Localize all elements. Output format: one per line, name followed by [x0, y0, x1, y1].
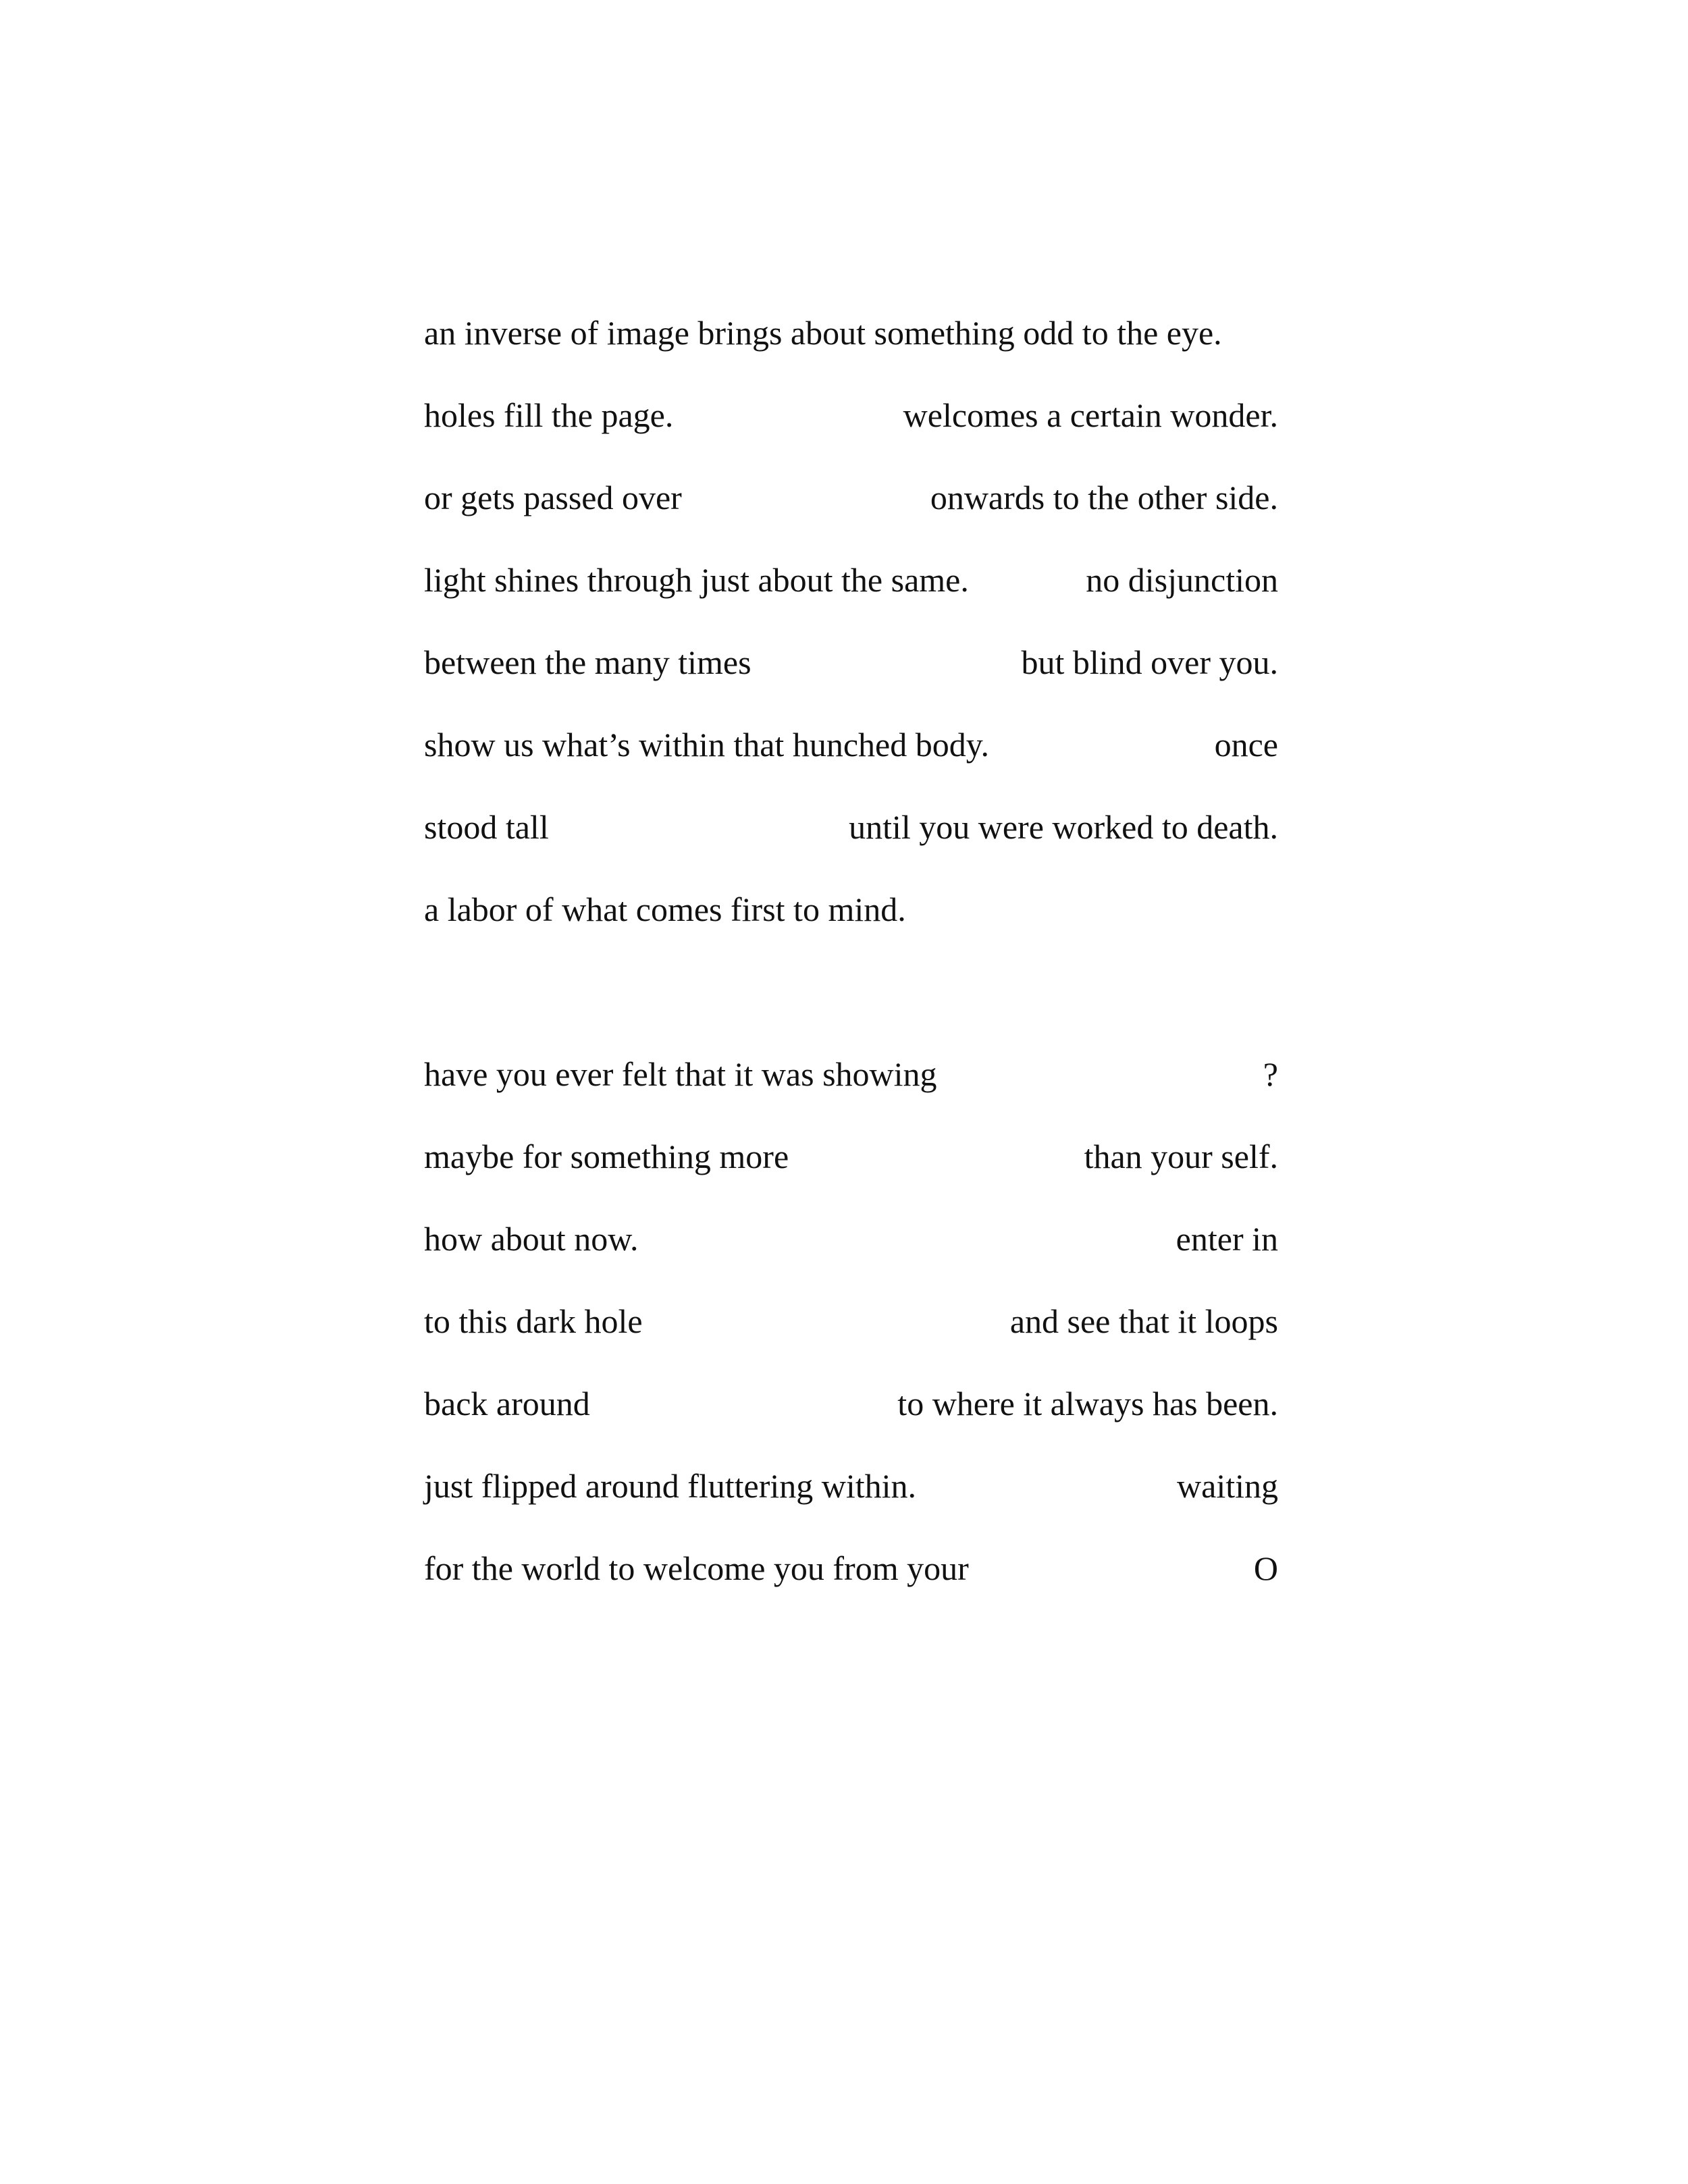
line-left-text: an inverse of image brings about something odd to the eye.: [424, 314, 1222, 352]
line-right-text: to where it always has been.: [897, 1385, 1278, 1422]
poem-line: [424, 1373, 1278, 1456]
line-left-text: show us what’s within that hunched body.: [424, 726, 989, 764]
poem-line: [424, 1291, 1278, 1373]
line-left-text: between the many times: [424, 643, 751, 681]
line-right-text: until you were worked to death.: [849, 808, 1278, 846]
line-left-text: a labor of what comes first to mind.: [424, 890, 906, 928]
stanza-2: [424, 1044, 1278, 1620]
line-left-text: just flipped around fluttering within.: [424, 1467, 917, 1505]
line-right-text: no disjunction: [1086, 561, 1278, 599]
line-right-text: and see that it loops: [1009, 1302, 1278, 1340]
poem-line: [424, 467, 1278, 550]
poem-line: [424, 1044, 1278, 1126]
stanza-1: [424, 302, 1278, 961]
line-left-text: back around: [424, 1385, 590, 1422]
line-right-text: welcomes a certain wonder.: [903, 396, 1278, 434]
poem-line: [424, 385, 1278, 467]
line-left-text: holes fill the page.: [424, 396, 674, 434]
line-right-text: onwards to the other side.: [930, 479, 1278, 516]
poem-line: [424, 1208, 1278, 1291]
line-right-text: enter in: [1176, 1220, 1278, 1258]
poem-line: [424, 797, 1278, 879]
line-left-text: stood tall: [424, 808, 549, 846]
line-right-text: O: [1253, 1549, 1278, 1587]
line-right-text: once: [1214, 726, 1278, 764]
poem-line: [424, 1456, 1278, 1538]
poem-line: [424, 1538, 1278, 1620]
line-left-text: maybe for something more: [424, 1138, 789, 1175]
poem-line: [424, 714, 1278, 797]
poem-line: [424, 632, 1278, 714]
poem-line: [424, 879, 1278, 961]
poem-line: [424, 1126, 1278, 1208]
line-left-text: light shines through just about the same.: [424, 561, 969, 599]
line-left-text: or gets passed over: [424, 479, 682, 516]
poem-line: [424, 550, 1278, 632]
line-left-text: to this dark hole: [424, 1302, 643, 1340]
line-left-text: for the world to welcome you from your: [424, 1549, 969, 1587]
line-right-text: than your self.: [1084, 1138, 1278, 1175]
line-left-text: how about now.: [424, 1220, 639, 1258]
line-left-text: have you ever felt that it was showing: [424, 1055, 937, 1093]
line-right-text: ?: [1263, 1055, 1278, 1093]
poem-line: [424, 302, 1278, 385]
line-right-text: waiting: [1177, 1467, 1278, 1505]
line-right-text: but blind over you.: [1021, 643, 1278, 681]
